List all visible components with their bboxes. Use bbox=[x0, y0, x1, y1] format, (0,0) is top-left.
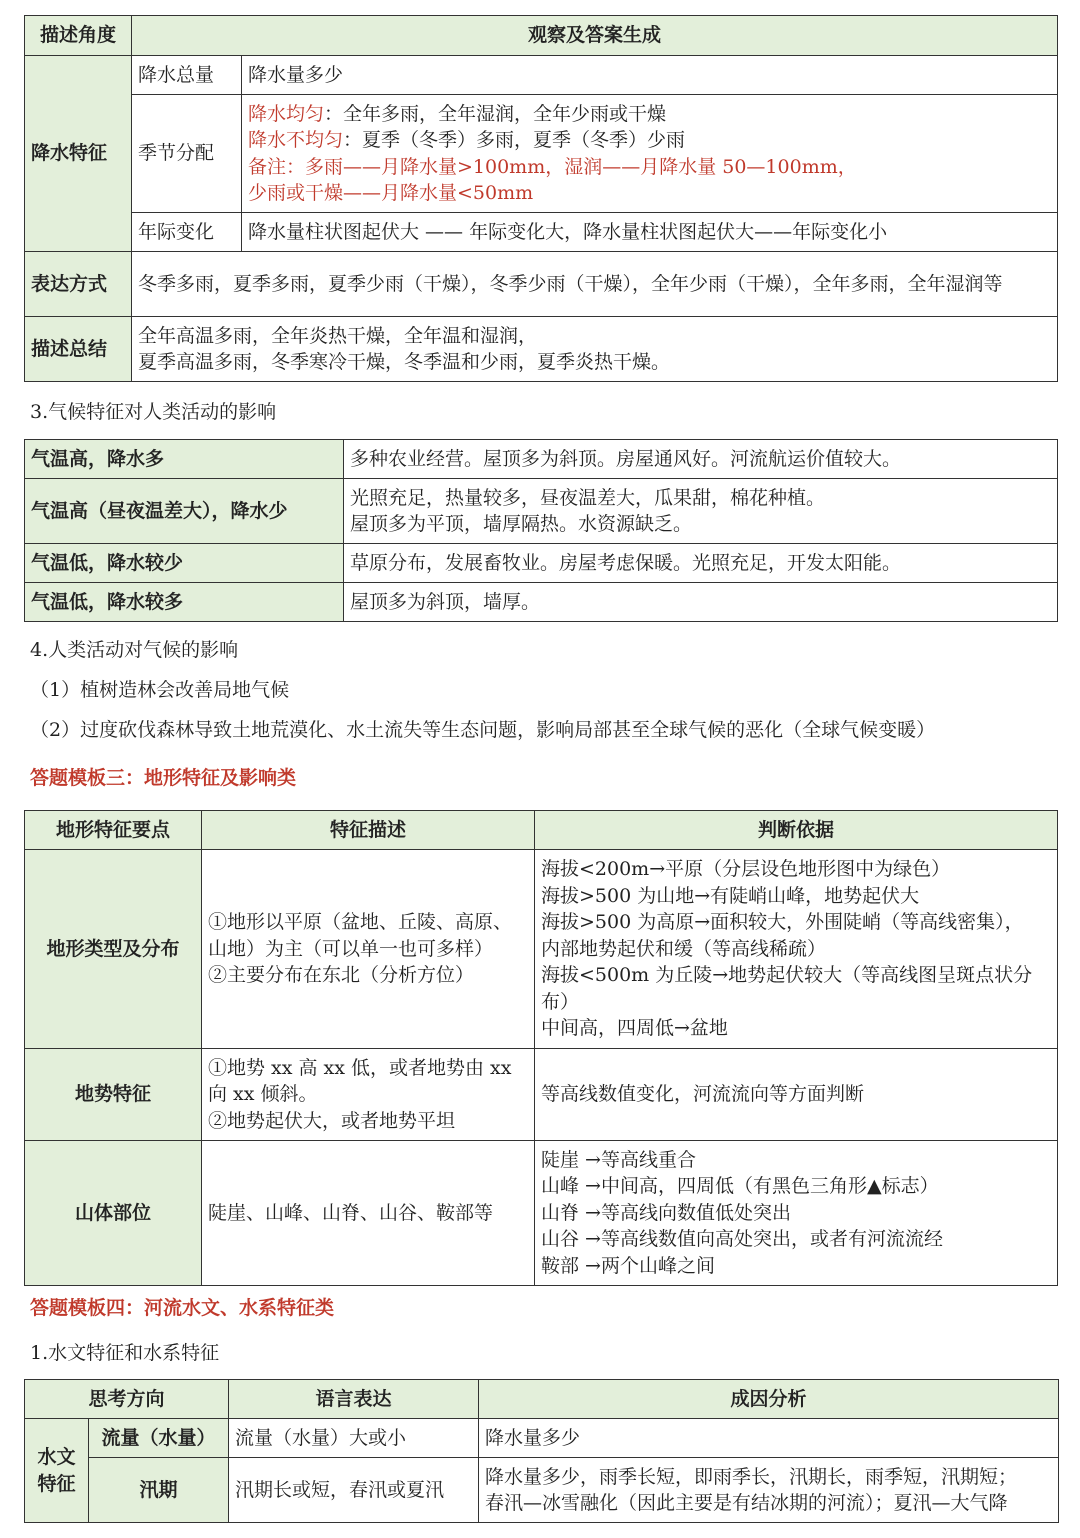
terrain-desc-2-line-3: ②地势起伏大，或者地势平坦 bbox=[208, 1109, 456, 1132]
terrain-basis-3-line-4: 山谷 →等高线数值向高处突出，或者有河流流经 bbox=[541, 1228, 943, 1251]
template4-title: 答题模板四：河流水文、水系特征类 bbox=[30, 1297, 335, 1319]
summary-label: 描述总结 bbox=[25, 317, 132, 382]
impact-value-2-line-2: 屋顶多为平顶，墙厚隔热。水资源缺乏。 bbox=[350, 513, 693, 535]
total-value: 降水量多少 bbox=[242, 56, 1058, 95]
precipitation-table bbox=[24, 15, 1058, 382]
hydro-expr-1: 流量（水量）大或小 bbox=[229, 1419, 479, 1458]
season-value bbox=[242, 95, 1058, 213]
section4-item2: （2）过度砍伐森林导致土地荒漠化、水土流失等生态问题，影响局部甚至全球气候的恶化（全球气候变暖） bbox=[30, 719, 936, 741]
impact-label-2: 气温高（昼夜温差大），降水少 bbox=[25, 479, 344, 544]
terrain-header-1: 地形特征要点 bbox=[25, 811, 202, 850]
terrain-basis-1-line-6: 布） bbox=[541, 990, 580, 1013]
header-observation: 观察及答案生成 bbox=[132, 16, 1058, 56]
note-line-1: 备注：多雨——月降水量>100mm，湿润——月降水量 50—100mm， bbox=[248, 155, 857, 178]
annual-label: 年际变化 bbox=[132, 213, 242, 252]
terrain-basis-1-line-2: 海拔>500 为山地→有陡峭山峰，地势起伏大 bbox=[541, 884, 920, 907]
impact-value-2 bbox=[344, 479, 1058, 544]
hydro-header-2: 语言表达 bbox=[229, 1380, 479, 1419]
impact-value-2-line-1: 光照充足，热量较多，昼夜温差大，瓜果甜，棉花种植。 bbox=[350, 486, 826, 509]
terrain-header-3: 判断依据 bbox=[535, 811, 1058, 850]
terrain-basis-1-line-5: 海拔<500m 为丘陵→地势起伏较大（等高线图呈斑点状分 bbox=[541, 964, 1033, 987]
uneven-red: 降水不均匀 bbox=[248, 129, 344, 151]
terrain-basis-3 bbox=[535, 1141, 1058, 1286]
hydro-section-title: 1.水文特征和水系特征 bbox=[30, 1342, 220, 1364]
hydro-cause-2 bbox=[479, 1458, 1059, 1523]
hydro-cause-1: 降水量多少 bbox=[479, 1419, 1059, 1458]
hydro-cause-2-line-1: 降水量多少，雨季长短，即雨季长，汛期长，雨季短，汛期短； bbox=[485, 1465, 1018, 1488]
section4-item1: （1）植树造林会改善局地气候 bbox=[30, 679, 290, 701]
hydro-label-2: 汛期 bbox=[89, 1458, 229, 1523]
terrain-basis-3-line-5: 鞍部 →两个山峰之间 bbox=[541, 1254, 715, 1277]
terrain-basis-2: 等高线数值变化，河流流向等方面判断 bbox=[535, 1049, 1058, 1141]
terrain-desc-2 bbox=[202, 1049, 535, 1141]
terrain-desc-2-line-1: ①地势 xx 高 xx 低，或者地势由 xx bbox=[208, 1056, 512, 1079]
section4-title: 4.人类活动对气候的影响 bbox=[30, 639, 239, 661]
impact-value-1: 多种农业经营。屋顶多为斜顶。房屋通风好。河流航运价值较大。 bbox=[344, 440, 1058, 479]
template3-title: 答题模板三：地形特征及影响类 bbox=[30, 767, 297, 789]
even-rest: ：全年多雨，全年湿润，全年少雨或干燥 bbox=[324, 102, 667, 125]
impact-value-4: 屋顶多为斜顶，墙厚。 bbox=[344, 583, 1058, 622]
terrain-desc-1-line-1: ①地形以平原（盆地、丘陵、高原、 bbox=[208, 911, 513, 934]
header-angle: 描述角度 bbox=[25, 16, 132, 56]
terrain-label-3: 山体部位 bbox=[25, 1141, 202, 1286]
terrain-desc-1 bbox=[202, 850, 535, 1049]
annual-value: 降水量柱状图起伏大 —— 年际变化大，降水量柱状图起伏大——年际变化小 bbox=[242, 213, 1058, 252]
even-red: 降水均匀 bbox=[248, 102, 325, 125]
total-label: 降水总量 bbox=[132, 56, 242, 95]
terrain-basis-1-line-7: 中间高，四周低→盆地 bbox=[541, 1017, 728, 1040]
terrain-desc-1-line-2: 山地）为主（可以单一也可多样） bbox=[208, 937, 494, 960]
summary-line-1: 全年高温多雨，全年炎热干燥，全年温和湿润， bbox=[138, 324, 538, 347]
terrain-basis-3-line-2: 山峰 →中间高，四周低（有黑色三角形▲标志） bbox=[541, 1175, 939, 1198]
note-line-2: 少雨或干燥——月降水量<50mm bbox=[248, 182, 534, 204]
season-label: 季节分配 bbox=[132, 95, 242, 213]
summary-value bbox=[132, 317, 1058, 382]
terrain-desc-3: 陡崖、山峰、山脊、山谷、鞍部等 bbox=[202, 1141, 535, 1286]
terrain-desc-1-line-3: ②主要分布在东北（分析方位） bbox=[208, 964, 475, 987]
hydro-cause-2-line-2: 春汛—冰雪融化（因此主要是有结冰期的河流）；夏汛—大气降 bbox=[485, 1492, 1008, 1514]
hydro-expr-2: 汛期长或短，春汛或夏汛 bbox=[229, 1458, 479, 1523]
terrain-basis-1 bbox=[535, 850, 1058, 1049]
expr-value: 冬季多雨，夏季多雨，夏季少雨（干燥），冬季少雨（干燥），全年少雨（干燥），全年多雨，全年湿润等 bbox=[132, 252, 1058, 317]
hydro-header-3: 成因分析 bbox=[479, 1380, 1059, 1419]
impact-label-1: 气温高，降水多 bbox=[25, 440, 344, 479]
summary-line-2: 夏季高温多雨，冬季寒冷干燥，冬季温和少雨，夏季炎热干燥。 bbox=[138, 351, 671, 373]
expr-label: 表达方式 bbox=[25, 252, 132, 317]
section3-title: 3.气候特征对人类活动的影响 bbox=[30, 401, 277, 423]
terrain-basis-3-line-1: 陡崖 →等高线重合 bbox=[541, 1148, 696, 1171]
terrain-header-2: 特征描述 bbox=[202, 811, 535, 850]
impact-value-3: 草原分布，发展畜牧业。房屋考虑保暖。光照充足，开发太阳能。 bbox=[344, 544, 1058, 583]
impact-label-4: 气温低，降水较多 bbox=[25, 583, 344, 622]
uneven-rest: ：夏季（冬季）多雨，夏季（冬季）少雨 bbox=[343, 129, 686, 151]
terrain-label-2: 地势特征 bbox=[25, 1049, 202, 1141]
hydro-label-1: 流量（水量） bbox=[89, 1419, 229, 1458]
terrain-label-1: 地形类型及分布 bbox=[25, 850, 202, 1049]
terrain-basis-1-line-4: 内部地势起伏和缓（等高线稀疏） bbox=[541, 937, 827, 960]
terrain-basis-1-line-3: 海拔>500 为高原→面积较大，外围陡峭（等高线密集）， bbox=[541, 911, 1024, 934]
hydro-group-label: 水文特征 bbox=[25, 1419, 89, 1523]
terrain-table bbox=[24, 810, 1058, 1286]
impact-label-3: 气温低，降水较少 bbox=[25, 544, 344, 583]
precip-label: 降水特征 bbox=[25, 56, 132, 252]
hydrology-table bbox=[24, 1379, 1059, 1523]
terrain-desc-2-line-2: 向 xx 倾斜。 bbox=[208, 1083, 318, 1106]
hydro-header-1: 思考方向 bbox=[25, 1380, 229, 1419]
terrain-basis-3-line-3: 山脊 →等高线向数值低处突出 bbox=[541, 1201, 791, 1224]
climate-impact-table bbox=[24, 439, 1058, 622]
terrain-basis-1-line-1: 海拔<200m→平原（分层设色地形图中为绿色） bbox=[541, 858, 951, 881]
